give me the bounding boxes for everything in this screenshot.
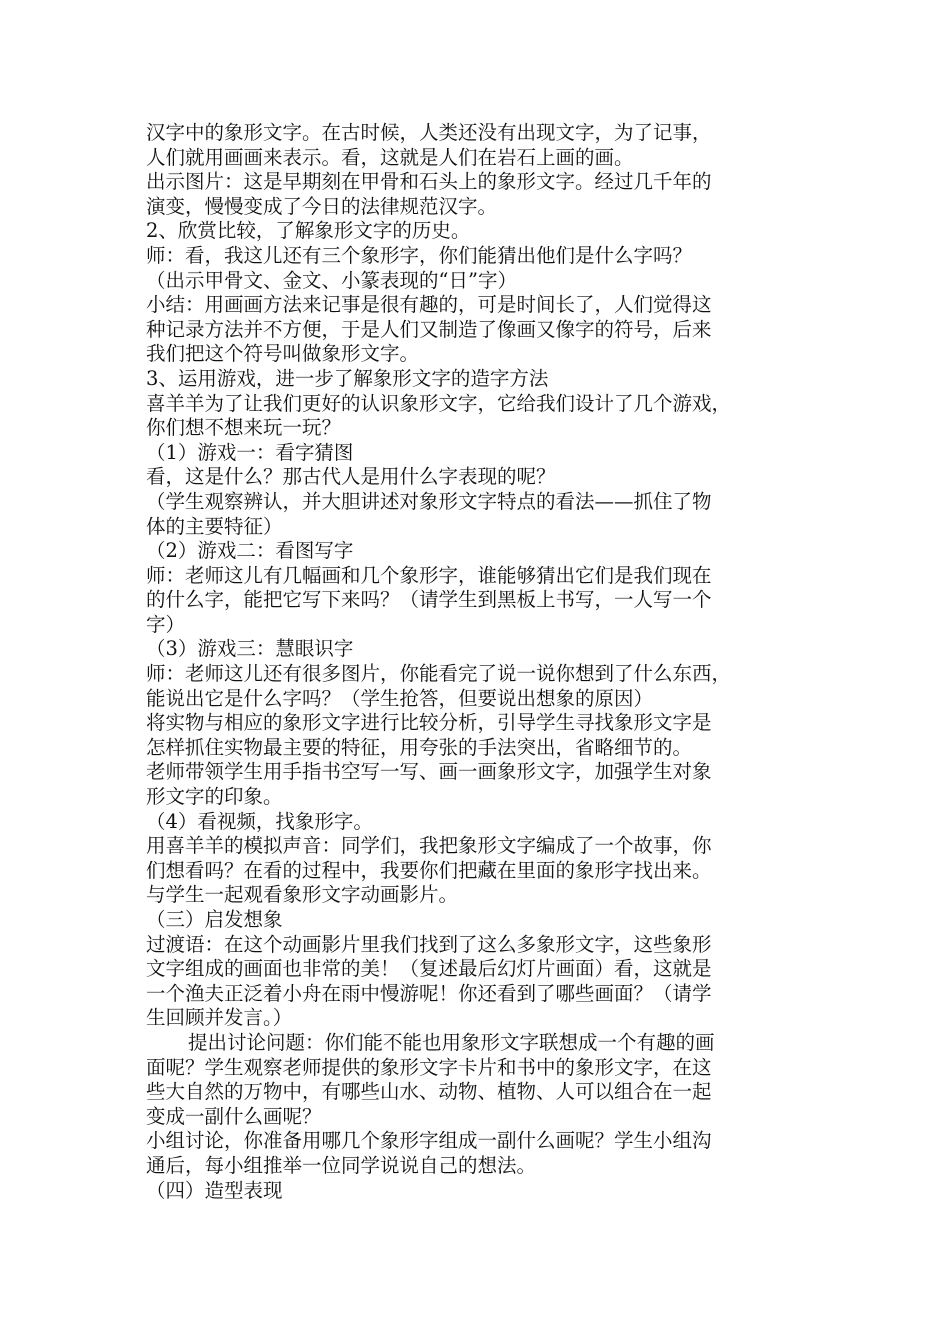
text-line: 3、运用游戏，进一步了解象形文字的造字方法 — [146, 366, 549, 390]
text-line: 的什么字，能把它写下来吗？（请学生到黑板上书写，一人写一个 — [146, 588, 712, 612]
text-line: 师：看，我这儿还有三个象形字，你们能猜出他们是什么字吗？ — [146, 243, 693, 267]
text-line: 人们就用画画来表示。看，这就是人们在岩石上画的画。 — [146, 145, 634, 169]
paragraph — [146, 490, 816, 539]
text-line: 喜羊羊为了让我们更好的认识象形文字，它给我们设计了几个游戏， — [146, 391, 732, 415]
text-line: 一个渔夫正泛着小舟在雨中慢游呢！你还看到了哪些画面？（请学 — [146, 981, 712, 1005]
text-line: 师：老师这儿还有很多图片，你能看完了说一说你想到了什么东西， — [146, 662, 732, 686]
text-line: 演变，慢慢变成了今日的法律规范汉字。 — [146, 194, 498, 218]
paragraph — [146, 539, 816, 564]
text-line: 面呢？学生观察老师提供的象形文字卡片和书中的象形文字，在这 — [146, 1055, 712, 1079]
text-line: 些大自然的万物中，有哪些山水、动物、植物、人可以组合在一起 — [146, 1080, 712, 1104]
text-line: 老师带领学生用手指书空写一写、画一画象形文字，加强学生对象 — [146, 760, 712, 784]
paragraph — [146, 883, 816, 908]
text-line: （4）看视频，找象形字。 — [146, 809, 373, 833]
text-line: 文字组成的画面也非常的美！（复述最后幻灯片画面）看，这就是 — [146, 957, 712, 981]
paragraph — [146, 637, 816, 662]
text-line: （2）游戏二：看图写字 — [146, 539, 354, 563]
paragraph — [146, 662, 816, 711]
text-line: （3）游戏三：慧眼识字 — [146, 637, 354, 661]
paragraph — [146, 564, 816, 638]
paragraph — [146, 441, 816, 466]
paragraph — [146, 170, 816, 219]
text-line: 种记录方法并不方便，于是人们又制造了像画又像字的符号，后来 — [146, 317, 712, 341]
paragraph — [146, 1031, 816, 1129]
paragraph — [146, 760, 816, 809]
text-line: 出示图片：这是早期刻在甲骨和石头上的象形文字。经过几千年的 — [146, 170, 712, 194]
text-line: （四）造型表现 — [146, 1178, 283, 1202]
paragraph — [146, 293, 816, 367]
text-line: （1）游戏一：看字猜图 — [146, 440, 354, 464]
paragraph — [146, 810, 816, 835]
text-line: 将实物与相应的象形文字进行比较分析，引导学生寻找象形文字是 — [146, 711, 712, 735]
text-line: 们想看吗？在看的过程中，我要你们把藏在里面的象形字找出来。 — [146, 858, 712, 882]
text-line: 与学生一起观看象形文字动画影片。 — [146, 883, 459, 907]
text-line: （出示甲骨文、金文、小篆表现的“日”字） — [146, 268, 517, 292]
text-line: （学生观察辨认，并大胆讲述对象形文字特点的看法——抓住了物 — [146, 489, 712, 513]
text-line: 变成一副什么画呢？ — [146, 1104, 322, 1128]
paragraph — [146, 834, 816, 883]
text-line: 师：老师这儿有几幅画和几个象形字，谁能够猜出它们是我们现在 — [146, 563, 712, 587]
text-line: 形文字的印象。 — [146, 785, 283, 809]
paragraph — [146, 711, 816, 760]
text-line: 小结：用画画方法来记事是很有趣的，可是时间长了，人们觉得这 — [146, 293, 712, 317]
text-line: 2、欣赏比较，了解象形文字的历史。 — [146, 219, 471, 243]
text-line: 提出讨论问题：你们能不能也用象形文字联想成一个有趣的画 — [188, 1030, 715, 1054]
paragraph — [146, 244, 816, 293]
paragraph — [146, 367, 816, 392]
text-line: 字） — [146, 612, 186, 636]
text-line: 通后，每小组推举一位同学说说自己的想法。 — [146, 1153, 537, 1177]
text-line: 体的主要特征） — [146, 514, 283, 538]
paragraph — [146, 465, 816, 490]
text-line: 能说出它是什么字吗？（学生抢答，但要说出想象的原因） — [146, 686, 654, 710]
paragraph — [146, 933, 816, 1031]
paragraph — [146, 121, 816, 170]
paragraph — [146, 908, 816, 933]
text-line: 你们想不想来玩一玩？ — [146, 416, 342, 440]
text-line: 看，这是什么？那古代人是用什么字表现的呢？ — [146, 465, 556, 489]
text-line: 汉字中的象形文字。在古时候，人类还没有出现文字，为了记事， — [146, 121, 712, 144]
text-line: 小组讨论，你准备用哪几个象形字组成一副什么画呢？学生小组沟 — [146, 1129, 712, 1153]
document-body — [146, 121, 816, 1203]
text-line: 过渡语：在这个动画影片里我们找到了这么多象形文字，这些象形 — [146, 932, 712, 956]
text-line: 用喜羊羊的模拟声音：同学们，我把象形文字编成了一个故事，你 — [146, 834, 712, 858]
paragraph — [146, 1179, 816, 1204]
text-line: 我们把这个符号叫做象形文字。 — [146, 342, 420, 366]
text-line: 怎样抓住实物最主要的特征，用夸张的手法突出，省略细节的。 — [146, 735, 693, 759]
paragraph — [146, 219, 816, 244]
text-line: （三）启发想象 — [146, 908, 283, 931]
paragraph — [146, 1129, 816, 1178]
paragraph — [146, 392, 816, 441]
text-line: 生回顾并发言。） — [146, 1006, 293, 1030]
